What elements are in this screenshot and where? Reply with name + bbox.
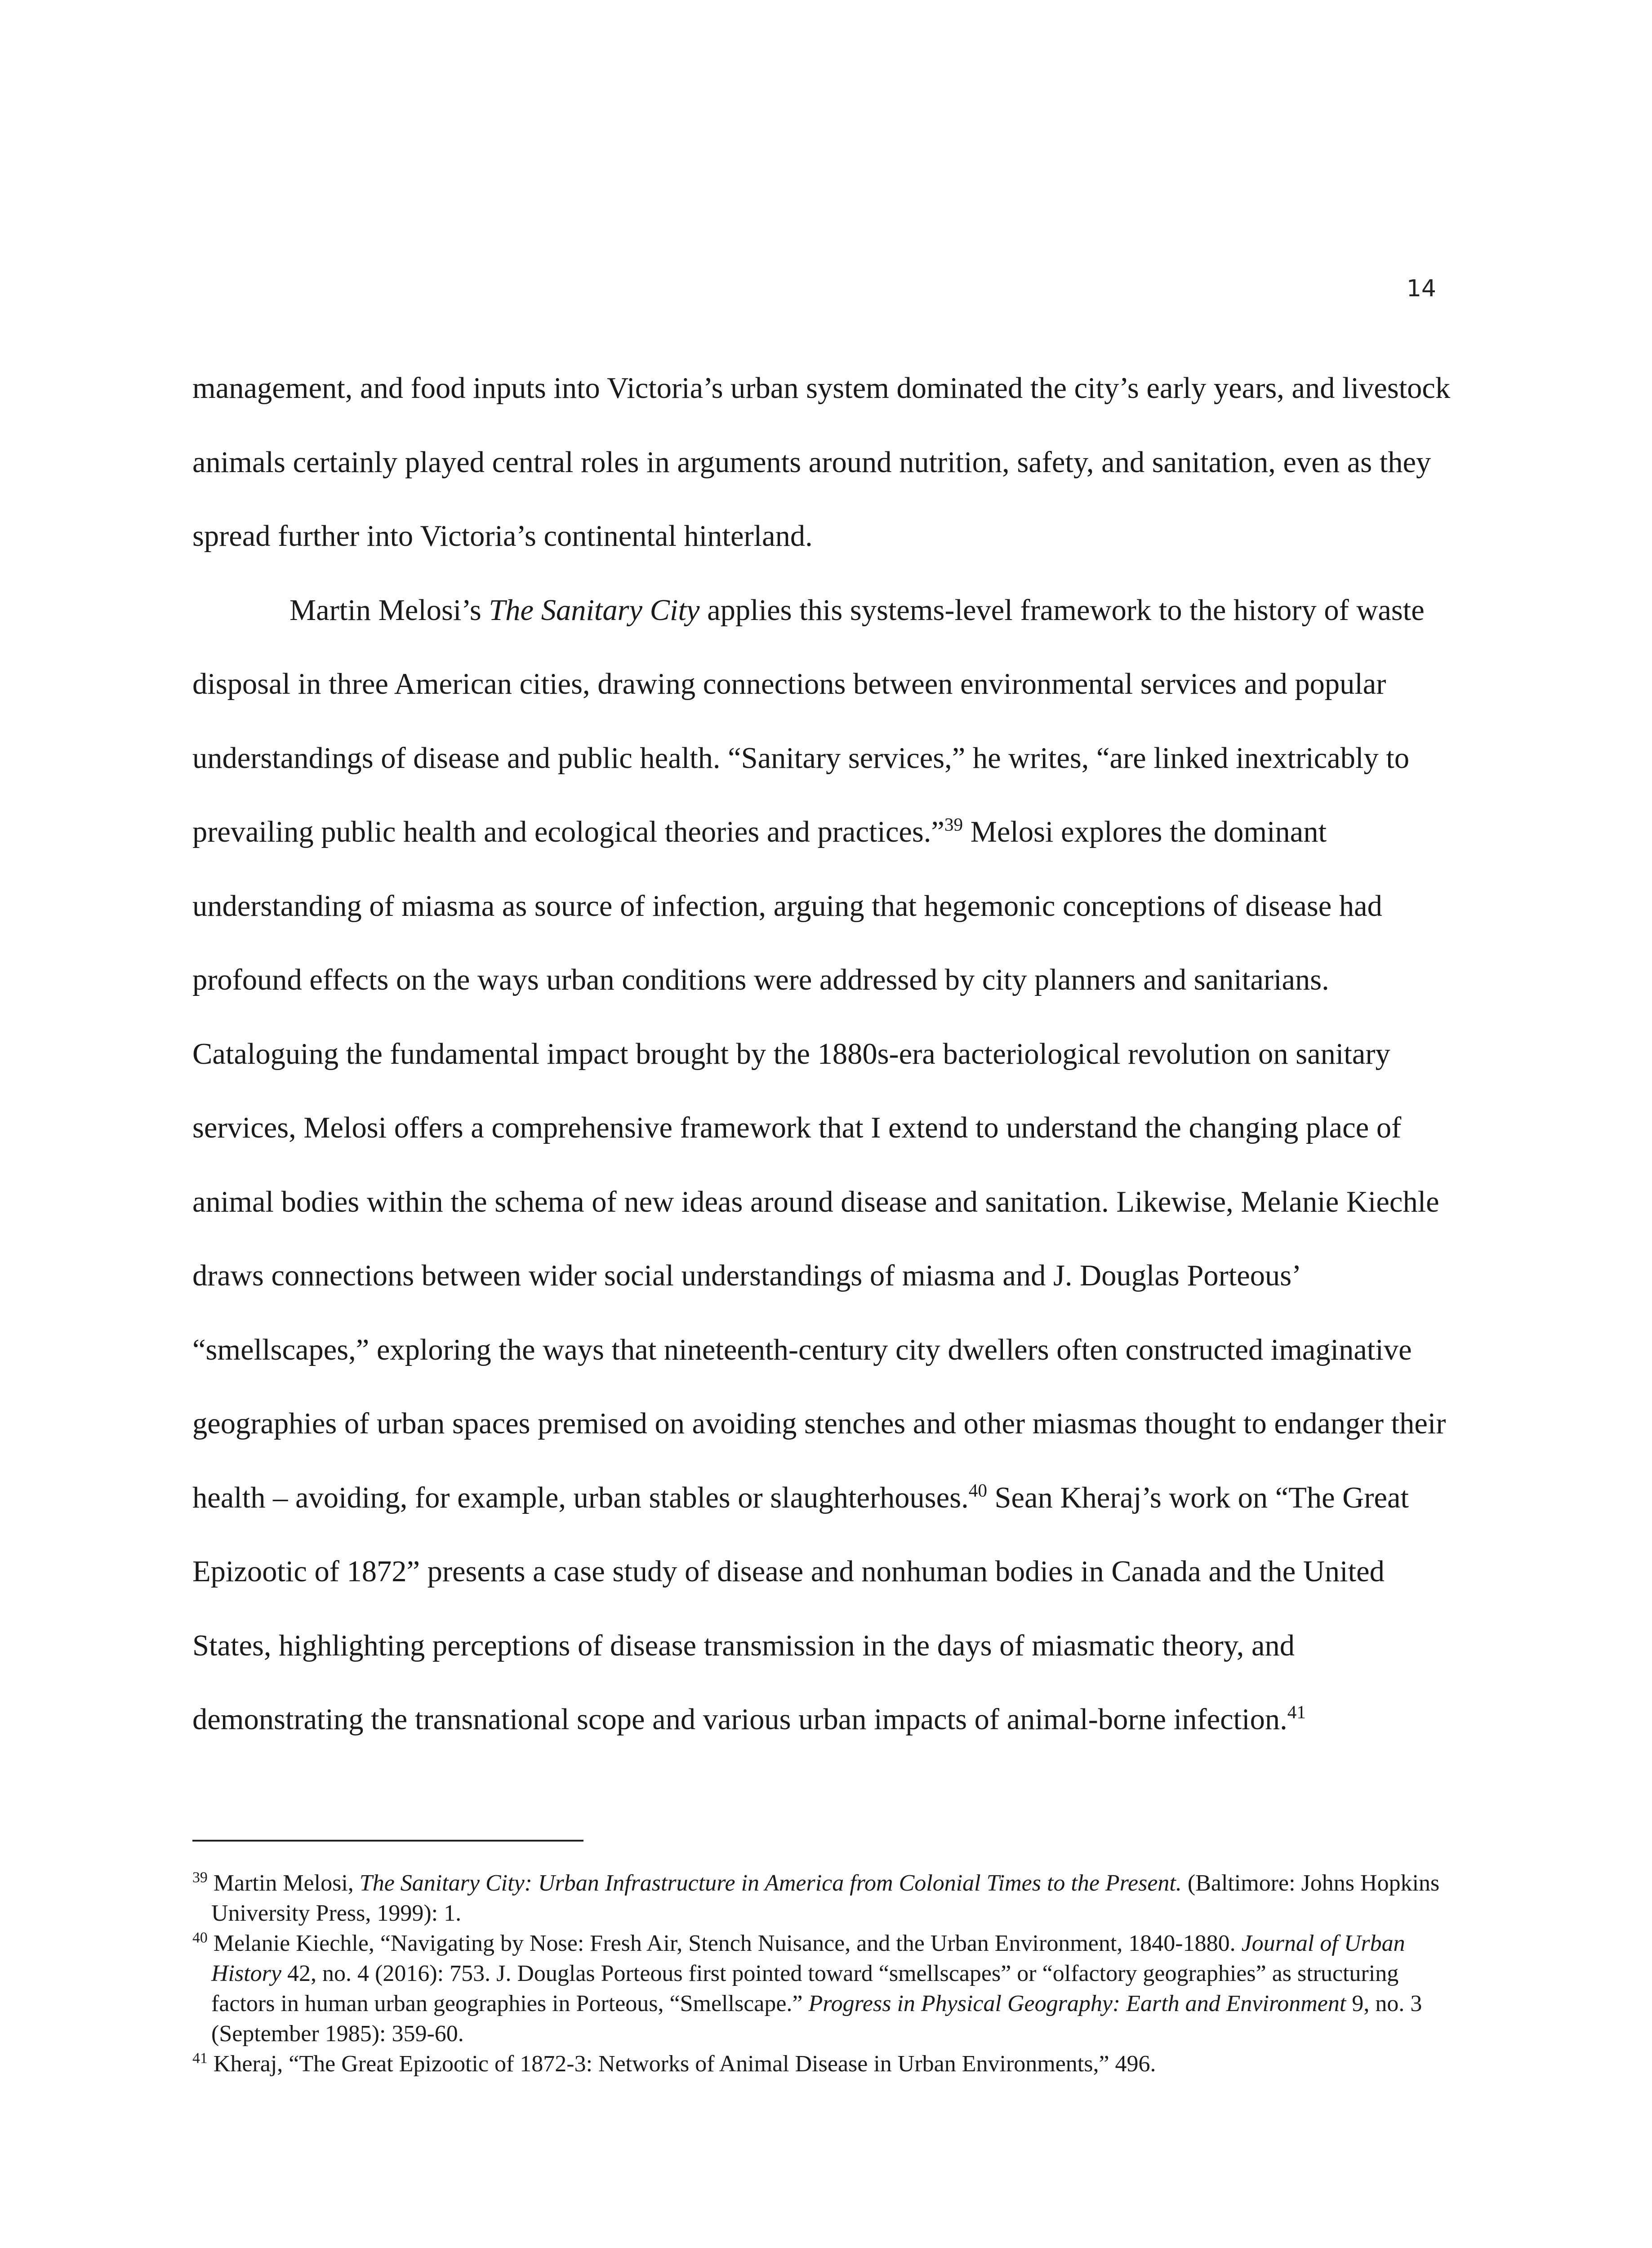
footnote-ref-40[interactable]: 40	[968, 1479, 987, 1500]
paragraph-text: applies this systems-level framework to the history of waste disposal in three American cities, drawing connections between environmental services and popular understandings of disease and public health. “Sanitary services,” he writes, “are linked inextricably to prevailing public health and ecological theories and practices.”	[192, 593, 1425, 848]
paragraph-text: Melosi explores the dominant understanding of miasma as source of infection, arguing that hegemonic conceptions of disease had profound effects on the ways urban conditions were addressed by city planners and sanitarians. Cataloguing the fundamental impact brought by the 1880s-era bacteriological revolution on sanitary services, Melosi offers a comprehensive framework that I extend to understand the changing place of animal bodies within the schema of new ideas around disease and sanitation. Likewise, Melanie Kiechle draws connections between wider social understandings of miasma and J. Douglas Porteous’ “smellscapes,” exploring the ways that nineteenth-century city dwellers often constructed imaginative geographies of urban spaces premised on avoiding stenches and other miasmas thought to endanger their health – avoiding, for example, urban stables or slaughterhouses.	[192, 816, 1446, 1514]
paragraph-continuation: management, and food inputs into Victoria’s urban system dominated the city’s early years, and livestock animals certainly played central roles in arguments around nutrition, safety, and sanitation, even as they spread further into Victoria’s continental hinterland.	[192, 372, 1451, 553]
footnote-number: 39	[192, 1869, 208, 1886]
footnote-book-title: The Sanitary City: Urban Infrastructure in America from Colonial Times to the Present.	[359, 1870, 1182, 1896]
body-text	[192, 352, 1451, 1757]
footnote-journal-title: Progress in Physical Geography: Earth and Environment	[808, 1991, 1346, 2016]
footnote-41	[192, 2049, 1451, 2079]
footnotes	[192, 1868, 1451, 2079]
footnote-number: 40	[192, 1929, 208, 1946]
page-number: 14	[1406, 275, 1436, 302]
footnote-text: 9, no. 3 (September 1985): 359-60.	[211, 1991, 1422, 2047]
footnote-text: 42, no. 4 (2016): 753. J. Douglas Porteous first pointed toward “smellscapes” or “olfactory geographies” as structuring factors in human urban geographies in Porteous, “Smellscape.”	[211, 1961, 1399, 2016]
footnote-ref-41[interactable]: 41	[1287, 1701, 1306, 1722]
footnote-text: Melanie Kiechle, “Navigating by Nose: Fresh Air, Stench Nuisance, and the Urban Environment, 1840-1880.	[207, 1931, 1242, 1956]
footnote-text: Kheraj, “The Great Epizootic of 1872-3: Networks of Animal Disease in Urban Environments,” 496.	[207, 2051, 1156, 2077]
footnote-40	[192, 1928, 1451, 2049]
footnote-text: Martin Melosi,	[207, 1870, 360, 1896]
book-title: The Sanitary City	[489, 593, 700, 627]
footnote-number: 41	[192, 2050, 208, 2067]
paragraph-text: Sean Kheraj’s work on “The Great Epizootic of 1872” presents a case study of disease and nonhuman bodies in Canada and the United States, highlighting perceptions of disease transmission in the days of miasmatic theory, and demonstrating the transnational scope and various urban impacts of animal-borne infection.	[192, 1481, 1409, 1736]
footnote-ref-39[interactable]: 39	[944, 814, 963, 835]
paragraph-melosi	[192, 574, 1451, 1757]
footnote-separator	[192, 1840, 583, 1842]
paragraph-text: Martin Melosi’s	[289, 593, 489, 627]
footnote-text: (Baltimore: Johns Hopkins University Press, 1999): 1.	[211, 1870, 1440, 1926]
footnote-39	[192, 1868, 1451, 1928]
footnote-journal-title: Journal of Urban History	[211, 1931, 1405, 1986]
